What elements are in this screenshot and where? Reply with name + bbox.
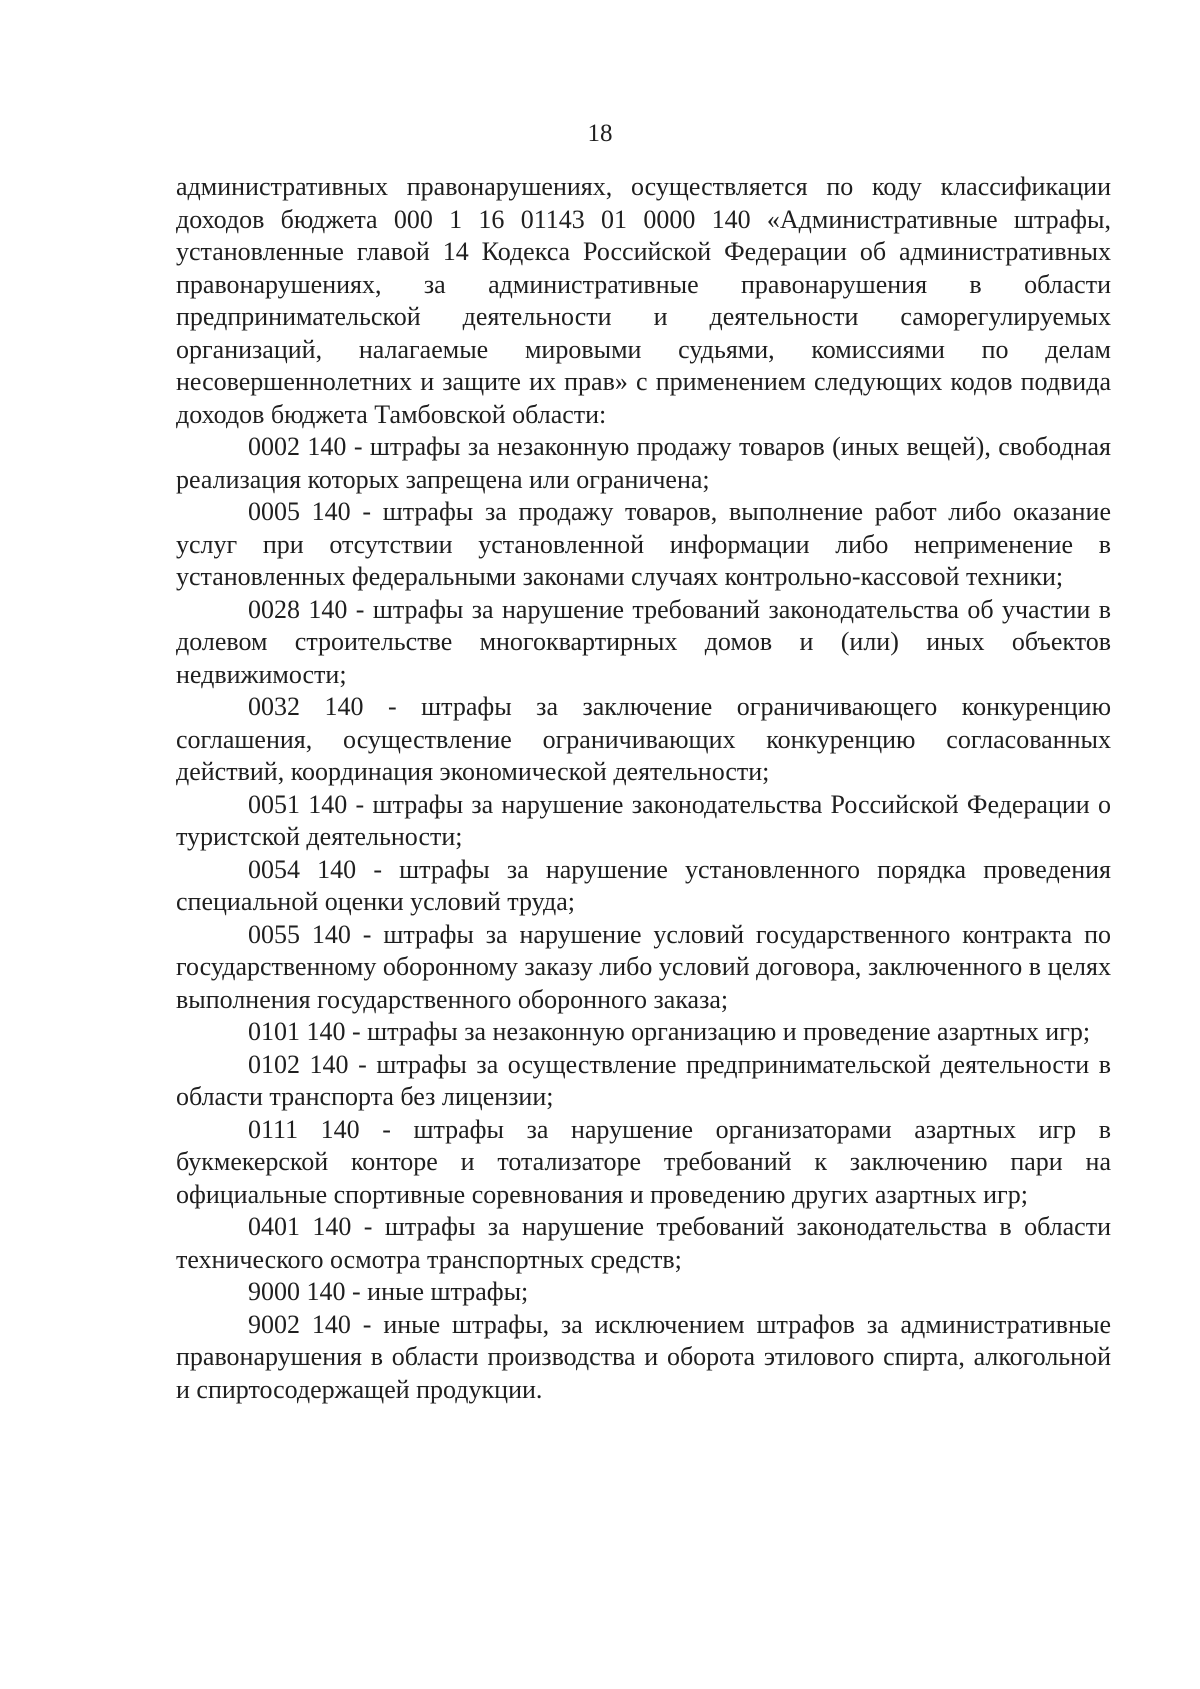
code-paragraph-0032: 0032 140 - штрафы за заключение ограничивающего конкуренцию соглашения, осуществление ограничивающих конкуренцию согласованных действий, координация экономической деятельности; xyxy=(176,692,1111,786)
code-paragraph-0051: 0051 140 - штрафы за нарушение законодательства Российской Федерации о туристской деятельности; xyxy=(176,789,1111,851)
document-body xyxy=(176,171,1111,1406)
intro-paragraph: административных правонарушениях, осуществляется по коду классификации доходов бюджета 000 1 16 01143 01 0000 140 «Административные штрафы, установленные главой 14 Кодекса Российской Федерации об административных правонарушениях, за административные правонарушения в области предпринимательской деятельности и деятельности саморегулируемых организаций, налагаемые мировыми судьями, комиссиями по делам несовершеннолетних и защите их прав» с применением следующих кодов подвида доходов бюджета Тамбовской области: xyxy=(176,172,1111,429)
code-paragraph-9000: 9000 140 - иные штрафы; xyxy=(248,1277,529,1306)
code-paragraph-0054: 0054 140 - штрафы за нарушение установленного порядка проведения специальной оценки условий труда; xyxy=(176,854,1111,916)
page-number: 18 xyxy=(587,120,613,147)
code-paragraph-0028: 0028 140 - штрафы за нарушение требований законодательства об участии в долевом строительстве многоквартирных домов и (или) иных объектов недвижимости; xyxy=(176,594,1111,689)
code-paragraph-0005: 0005 140 - штрафы за продажу товаров, выполнение работ либо оказание услуг при отсутствии установленной информации либо неприменение в установленных федеральными законами случаях контрольно-кассовой техники; xyxy=(176,497,1111,591)
code-paragraph-0401: 0401 140 - штрафы за нарушение требований законодательства в области технического осмотра транспортных средств; xyxy=(176,1212,1111,1274)
code-paragraph-0111: 0111 140 - штрафы за нарушение организаторами азартных игр в букмекерской конторе и тотализаторе требований к заключению пари на официальные спортивные соревнования и проведению других азартных игр; xyxy=(176,1114,1111,1209)
code-paragraph-0101: 0101 140 - штрафы за незаконную организацию и проведение азартных игр; xyxy=(248,1017,1091,1046)
code-paragraph-0055: 0055 140 - штрафы за нарушение условий государственного контракта по государственному оборонному заказу либо условий договора, заключенного в целях выполнения государственного оборонного заказа; xyxy=(176,919,1111,1014)
code-paragraph-0102: 0102 140 - штрафы за осуществление предпринимательской деятельности в области транспорта без лицензии; xyxy=(176,1049,1111,1111)
code-paragraph-9002: 9002 140 - иные штрафы, за исключением штрафов за административные правонарушения в области производства и оборота этилового спирта, алкогольной и спиртосодержащей продукции. xyxy=(176,1309,1111,1404)
code-paragraph-0002: 0002 140 - штрафы за незаконную продажу товаров (иных вещей), свободная реализация которых запрещена или ограничена; xyxy=(176,432,1111,494)
